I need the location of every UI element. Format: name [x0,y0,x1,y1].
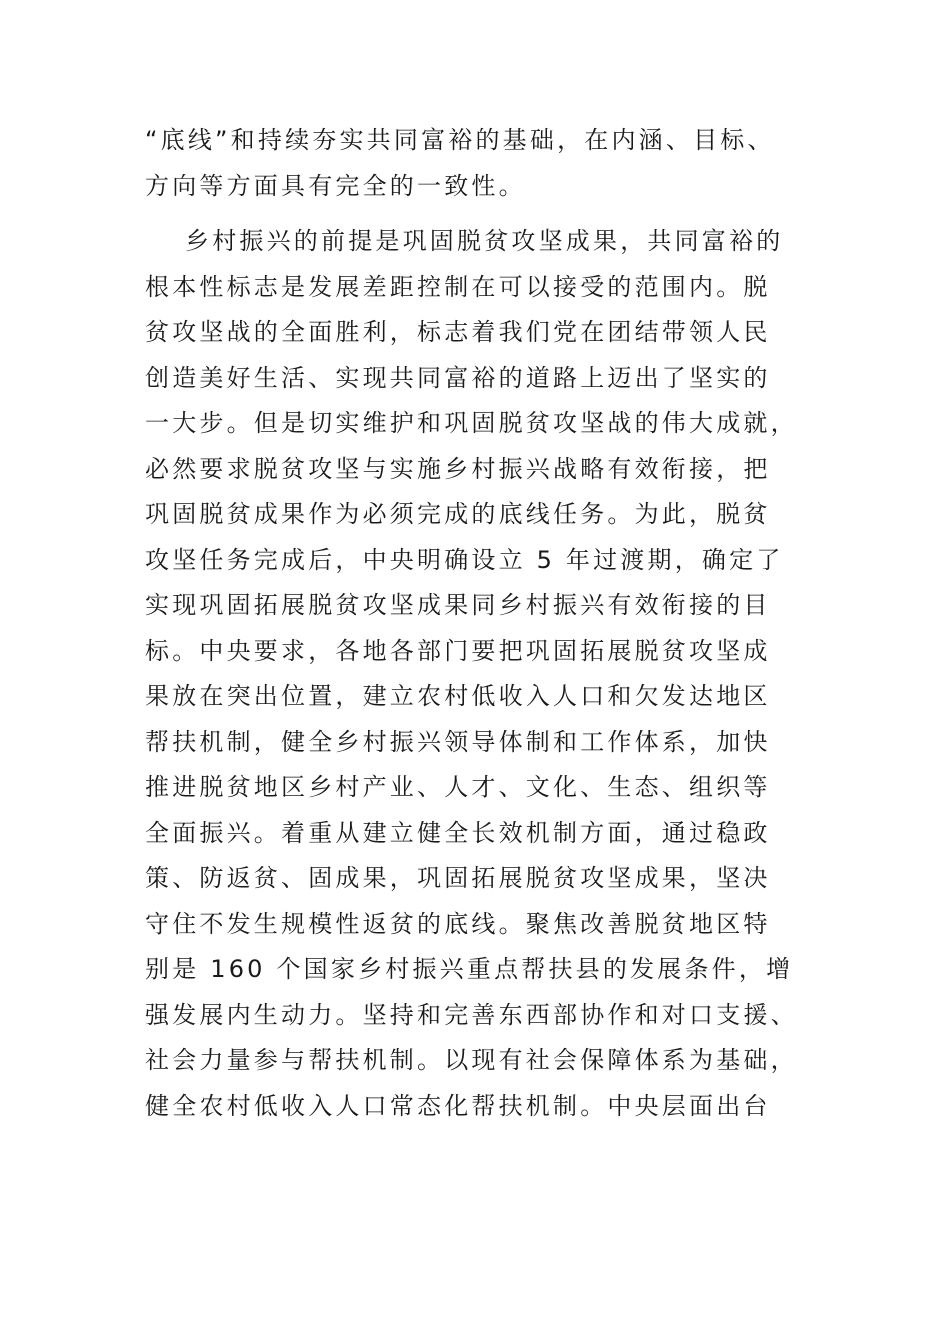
text-line: 帮扶机制，健全乡村振兴领导体制和工作体系，加快 [145,727,771,756]
text-line: 果放在突出位置，建立农村低收入人口和欠发达地区 [145,682,771,710]
text-line: 贫攻坚战的全面胜利，标志着我们党在团结带领人民 [145,318,771,346]
text-line: 攻坚任务完成后，中央明确设立 5 年过渡期，确定了 [145,545,784,574]
paragraph-gap [145,209,815,219]
text-line: 必然要求脱贫攻坚与实施乡村振兴战略有效衔接，把 [145,454,771,483]
text-line: 标。中央要求，各地各部门要把巩固拓展脱贫攻坚成 [145,636,771,665]
text-line: 强发展内生动力。坚持和完善东西部协作和对口支援、 [145,1000,798,1029]
text-line: “底线”和持续夯实共同富裕的基础，在内涵、目标、 [145,126,775,154]
text-line: 创造美好生活、实现共同富裕的道路上迈出了坚实的 [145,363,771,392]
text-line: 推进脱贫地区乡村产业、人才、文化、生态、组织等 [145,773,771,801]
text-line: 实现巩固拓展脱贫攻坚成果同乡村振兴有效衔接的目 [145,591,771,619]
text-line-first: 乡村振兴的前提是巩固脱贫攻坚成果，共同富裕的 [185,227,784,255]
text-line: 健全农村低收入人口常态化帮扶机制。中央层面出台 [145,1091,771,1120]
text-line: 策、防返贫、固成果，巩固拓展脱贫攻坚成果，坚决 [145,864,771,892]
text-line: 全面振兴。着重从建立健全长效机制方面，通过稳政 [145,818,771,847]
text-line: 一大步。但是切实维护和巩固脱贫攻坚战的伟大成就， [145,409,798,437]
text-line: 社会力量参与帮扶机制。以现有社会保障体系为基础， [145,1046,798,1074]
text-line: 别是 160 个国家乡村振兴重点帮扶县的发展条件，增 [145,955,794,983]
text-line: 守住不发生规模性返贫的底线。聚焦改善脱贫地区特 [145,909,771,938]
paragraph-1 [145,118,815,209]
body-text [145,118,815,1129]
text-line: 巩固脱贫成果作为必须完成的底线任务。为此，脱贫 [145,500,771,528]
paragraph-2 [145,219,815,1129]
text-line: 根本性标志是发展差距控制在可以接受的范围内。脱 [145,272,771,301]
text-line: 方向等方面具有完全的一致性。 [145,171,526,200]
